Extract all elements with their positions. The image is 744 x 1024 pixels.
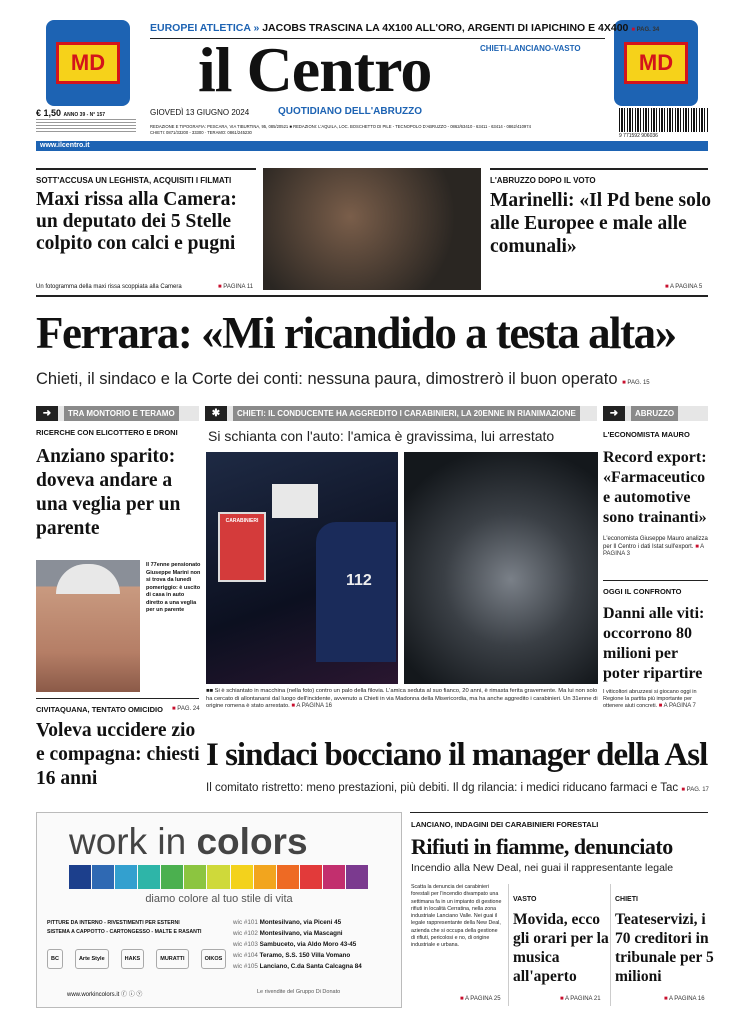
- subtitle: QUOTIDIANO DELL'ABRUZZO: [278, 106, 423, 117]
- ad-tagline: diamo colore al tuo stile di vita: [145, 893, 293, 905]
- ad-swatch: [138, 865, 160, 889]
- story1-caption: Un fotogramma della maxi rissa scoppiata alla Camera: [36, 284, 182, 290]
- portrait-photo: [36, 560, 140, 692]
- ad-brand-logo: HAKS: [121, 949, 145, 969]
- chieti-pag: ■ A PAGINA 16: [664, 996, 705, 1002]
- top-headline: JACOBS TRASCINA LA 4X100 ALL'ORO, ARGENTI DI IAPICHINO E 4X400: [262, 22, 629, 34]
- ad-brand-logo: Arte Style: [75, 949, 109, 969]
- ad-swatch: [115, 865, 137, 889]
- chieti-kicker: CHIETI: [615, 896, 638, 903]
- left-kicker: RICERCHE CON ELICOTTERO E DRONI: [36, 428, 178, 437]
- ad-stores: [233, 917, 362, 972]
- crash-photo: [404, 452, 598, 684]
- ad-store-row: wic #101 Montesilvano, via Piceni 45: [233, 919, 342, 926]
- ad-swatch: [346, 865, 368, 889]
- ad-swatch: [92, 865, 114, 889]
- right-body: L'economista Giuseppe Mauro analizza per Il Centro i dati Istat sull'export. ■ A PAGINA 3: [603, 536, 709, 559]
- top-teaser[interactable]: EUROPEI ATLETICA » JACOBS TRASCINA LA 4X100 ALL'ORO, ARGENTI DI IAPICHINO E 4X400 ■ PAG. 34: [150, 22, 600, 38]
- ad-brand1: work in: [69, 821, 187, 862]
- ad-footer: Le rivendite del Gruppo Di Donato: [257, 989, 341, 995]
- redazione: REDAZIONE E TIPOGRAFIA: PESCARA, VIA TIBURTINA, 95, 085/20521 ■ REDAZIONI: L'AQUILA, LOC. BOSCHETTO DI PILE - TECNOPOLO D'ABRUZZO - 0862/63410 - 63411 - 63414 - 0862/410974 CHIETI: 0871/33200 - 33300 · TERAMO: 0861/245230: [150, 124, 531, 135]
- story1-title[interactable]: Maxi rissa alla Camera: un deputato dei 5 Stelle colpito con calci e pugni: [36, 189, 237, 254]
- ad-store-row: wic #104 Teramo, S.S. 150 Villa Vomano: [233, 952, 351, 959]
- right-title2[interactable]: Danni alle viti: occorrono 80 milioni per poter ripartire: [603, 605, 705, 682]
- center-body: ■■ Si è schiantato in macchina (nella foto) contro un palo della filovia. L'amica seduta al suo fianco, 20 anni, è rimasta ferita gravemente. Ma lui non solo ha cercato di allontanarsi dal luogo dell'incidente, avvenuto a Chieti in via Madonna della Misericordia, ma ha anche aggredito i carabinieri. Un 31enne di origine romena è stato arrestato. ■ A PAGINA 16: [206, 688, 598, 711]
- website-link[interactable]: www.ilcentro.it: [40, 142, 90, 149]
- md-logo-right: MD: [614, 20, 698, 106]
- left-title[interactable]: Anziano sparito: doveva andare a una veglia per un parente: [36, 446, 181, 539]
- ad-swatch: [254, 865, 276, 889]
- ad-swatch: [69, 865, 91, 889]
- br-title[interactable]: Rifiuti in fiamme, denunciato: [411, 834, 673, 859]
- fine-print: [36, 119, 136, 133]
- md-logo-left: MD: [46, 20, 130, 106]
- ad-swatch: [277, 865, 299, 889]
- ad-swatch: [161, 865, 183, 889]
- price: € 1,50 ANNO 39 - N° 157: [36, 108, 106, 118]
- ad-brand-logo: BC: [47, 949, 63, 969]
- edition: CHIETI-LANCIANO-VASTO: [480, 44, 581, 53]
- date: GIOVEDÌ 13 GIUGNO 2024: [150, 108, 250, 117]
- br-body: Scatta la denuncia dei carabinieri forestali per l'incendio divampato una settimana fa in un impianto di gestione rifiuti in località Cerratina, nella zona industriale Lanciano Valle. Nei guai il legale rappresentante della New Deal, azienda che si occupa della gestione di rifiuti, pericolosi e no, di origine industriale e urbana.: [411, 884, 502, 949]
- ad-services: PITTURE DA INTERNO - RIVESTIMENTI PER ESTERNI SISTEMA A CAPPOTTO - CARTONGESSO - MALTE E RASANTI: [47, 920, 202, 935]
- vasto-title[interactable]: Movida, ecco gli orari per la musica all'aperto: [513, 911, 609, 985]
- right-kicker: L'ECONOMISTA MAURO: [603, 430, 690, 439]
- left-section-bar: ➜ TRA MONTORIO E TERAMO: [36, 406, 199, 421]
- ad-store-row: wic #105 Lanciano, C.da Santa Calcagna 84: [233, 963, 362, 970]
- ad-swatch: [207, 865, 229, 889]
- right-body2: I viticoltori abruzzesi si giocano oggi in Regione la partita più importante per ottenere aiuti concreti. ■ A PAGINA 7: [603, 689, 709, 710]
- right-section-bar: ➜ ABRUZZO: [603, 406, 708, 421]
- barcode-number: 9 771592 906036: [619, 133, 658, 139]
- left-title2[interactable]: Voleva uccidere zio e compagna: chiesti 16 anni: [36, 720, 200, 789]
- story2-kicker: L'ABRUZZO DOPO IL VOTO: [490, 176, 596, 185]
- center-section-bar: ✱ CHIETI: IL CONDUCENTE HA AGGREDITO I CARABINIERI, LA 20ENNE IN RIANIMAZIONE: [205, 406, 597, 421]
- ad-swatch: [300, 865, 322, 889]
- story2-title[interactable]: Marinelli: «Il Pd bene solo alle Europee e male alle comunali»: [490, 190, 711, 257]
- asl-subtitle: Il comitato ristretto: meno prestazioni, più debiti. Il dg rilancia: i medici riducano farmaci e Tac ■ PAG. 17: [206, 782, 711, 794]
- story1-photo: [263, 168, 481, 290]
- lead-subtitle: Chieti, il sindaco e la Corte dei conti: nessuna paura, dimostrerò il buon operato ■ PAG. 15: [36, 370, 650, 389]
- portrait-caption: Il 77enne pensionato Giuseppe Marini non si trova da lunedì pomeriggio: è uscito di casa in auto diretto a una veglia per un parente: [146, 562, 201, 613]
- ad-swatch: [184, 865, 206, 889]
- ad-brand-logo: OIKOS: [201, 949, 227, 969]
- vasto-kicker: VASTO: [513, 896, 537, 903]
- ad-brand-logo: MURATTI: [156, 949, 188, 969]
- vasto-pag: ■ A PAGINA 21: [560, 996, 601, 1002]
- left-pag2: ■ PAG. 24: [172, 706, 200, 712]
- ad-brand2: colors: [196, 821, 308, 862]
- left-kicker2: CIVITAQUANA, TENTATO OMICIDIO: [36, 705, 163, 714]
- chieti-title[interactable]: Teateservizi, i 70 creditori in tribunale per 5 milioni: [615, 911, 714, 985]
- br-pag: ■ A PAGINA 25: [460, 996, 501, 1002]
- ad-swatch: [231, 865, 253, 889]
- masthead: il Centro: [198, 34, 432, 105]
- ad-swatches: [69, 865, 369, 889]
- center-title[interactable]: Si schianta con l'auto: l'amica è gravissima, lui arrestato: [208, 428, 555, 444]
- ad-brands: [47, 949, 226, 969]
- br-subtitle: Incendio alla New Deal, nei guai il rappresentante legale: [411, 862, 674, 874]
- right-kicker2: OGGI IL CONFRONTO: [603, 587, 682, 596]
- br-kicker: LANCIANO, INDAGINI DEI CARABINIERI FORESTALI: [411, 820, 599, 829]
- story1-pag: ■ PAGINA 11: [218, 284, 253, 290]
- blue-band: [36, 141, 708, 151]
- ad-site[interactable]: www.workincolors.it ⓕ ⓘ ⓨ: [67, 992, 143, 998]
- story1-kicker: SOTT'ACCUSA UN LEGHISTA, ACQUISITI I FILMATI: [36, 176, 232, 185]
- ad-store-row: wic #103 Sambuceto, via Aldo Moro 43-45: [233, 941, 357, 948]
- lead-title[interactable]: Ferrara: «Mi ricandido a testa alta»: [36, 308, 676, 358]
- barcode: [619, 108, 709, 132]
- ad-store-row: wic #102 Montesilvano, via Mascagni: [233, 930, 343, 937]
- ad-work-in-colors[interactable]: [36, 812, 402, 1008]
- story2-pag: ■ A PAGINA 5: [665, 284, 702, 290]
- asl-title[interactable]: I sindaci bocciano il manager della Asl: [206, 737, 708, 773]
- carabinieri-photo: CARABINIERI 112: [206, 452, 398, 684]
- right-title[interactable]: Record export: «Farmaceutico e automotive sono trainanti»: [603, 449, 707, 526]
- ad-swatch: [323, 865, 345, 889]
